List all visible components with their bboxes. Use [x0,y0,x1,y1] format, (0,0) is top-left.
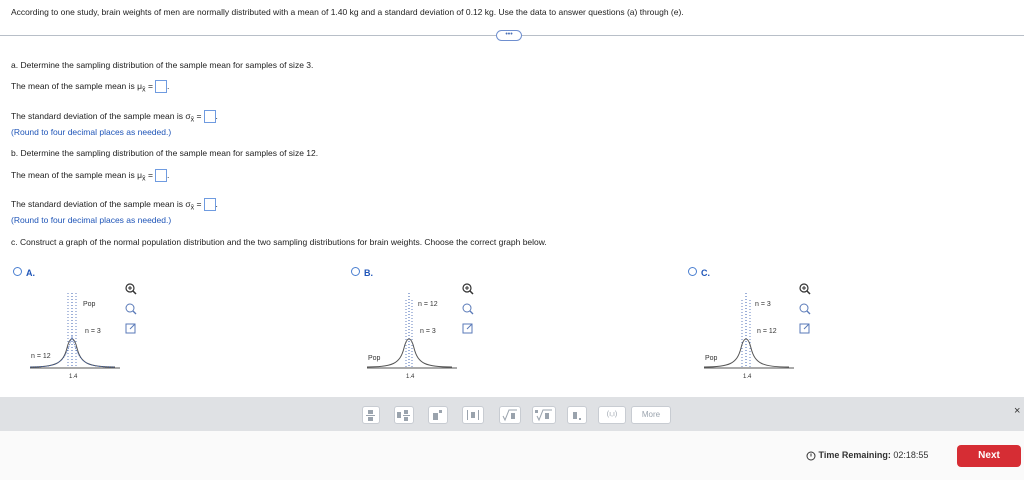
period: . [166,169,170,180]
subscript: x̄ [142,174,146,183]
option-c-letter: C. [701,268,710,278]
option-b-graph [362,288,462,383]
period: . [215,110,218,121]
option-b-letter: B. [364,268,373,278]
absolute-value-button[interactable] [462,406,484,424]
zoom-in-icon[interactable] [463,284,473,294]
label-left: Pop [368,355,381,362]
subscript: x̄ [190,115,195,124]
option-a-tools [124,282,138,347]
zoom-out-icon[interactable] [463,304,473,314]
exponent-icon [429,407,447,423]
nth-root-button[interactable] [532,406,556,424]
subscript: x̄ [142,85,146,94]
math-toolbar [0,397,1024,431]
option-c-graph [699,288,799,383]
part-a-mean [11,80,169,93]
decimal-button[interactable] [567,406,587,424]
part-b-sd-input[interactable] [204,198,216,211]
part-b-sd [11,198,218,211]
label-mid: n = 12 [757,328,777,335]
nth-root-icon [533,407,555,423]
question-intro: According to one study, brain weights of men are normally distributed with a mean of 1.40 kg and a standard deviation of 0.12 kg. Use the data to answer questions (a) through (e). [11,7,684,17]
zoom-in-icon[interactable] [800,284,810,294]
label-top: Pop [83,301,96,308]
axis-tick: 1.4 [743,374,752,380]
equals: = [147,169,153,180]
option-a-toolbar [124,282,138,342]
zoom-out-icon[interactable] [800,304,810,314]
part-b-mean-label: The mean of the sample mean is μ [11,169,143,180]
option-a-letter: A. [26,268,35,278]
option-b-tools [461,282,475,347]
label-mid: n = 3 [85,328,101,335]
absolute-value-icon [463,407,483,423]
part-b-mean-input[interactable] [155,169,170,182]
sqrt-icon [500,407,520,423]
option-c-tools [798,282,812,347]
mixed-number-button[interactable] [394,406,414,424]
option-a[interactable] [13,263,35,281]
fraction-icon [363,407,379,423]
timer-value: 02:18:55 [893,450,929,460]
equals: = [147,80,153,91]
expand-dots-button[interactable]: ••• [496,30,522,41]
part-a-mean-input[interactable] [155,80,170,93]
part-b-hint: (Round to four decimal places as needed.) [11,215,172,225]
part-a-prompt: a. Determine the sampling distribution of the sample mean for samples of size 3. [11,60,314,70]
part-b-prompt: b. Determine the sampling distribution of the sample mean for samples of size 12. [11,148,319,158]
part-a-sd-label: The standard deviation of the sample mean is σ [11,110,191,121]
zoom-out-icon[interactable] [126,304,136,314]
zoom-in-icon[interactable] [126,284,136,294]
option-c-radio[interactable] [688,267,697,276]
subscript: x̄ [190,203,195,212]
fraction-button[interactable] [362,406,380,424]
sqrt-button[interactable] [499,406,521,424]
exponent-button[interactable] [428,406,448,424]
option-a-radio[interactable] [13,267,22,276]
label-left: n = 12 [31,353,51,360]
external-link-icon[interactable] [126,324,135,333]
option-a-graph [25,288,125,383]
interval-button[interactable]: (ı,ı) [598,406,626,424]
part-c-prompt: c. Construct a graph of the normal population distribution and the two sampling distributions for brain weights. Choose the correct graph below. [11,237,547,247]
mixed-number-icon [395,407,413,423]
option-c-toolbar [798,282,812,342]
external-link-icon[interactable] [800,324,809,333]
part-a-sd [11,110,218,123]
part-a-hint: (Round to four decimal places as needed.) [11,127,172,137]
time-remaining [806,450,928,461]
timer-label: Time Remaining: [818,450,891,460]
period: . [215,198,218,209]
axis-tick: 1.4 [406,374,415,380]
part-b-mean [11,169,169,182]
equals: = [196,198,202,209]
more-button[interactable]: More [631,406,671,424]
part-b-sd-label: The standard deviation of the sample mean is σ [11,198,191,209]
part-a-mean-label: The mean of the sample mean is μ [11,80,143,91]
decimal-icon [568,407,586,423]
option-b-radio[interactable] [351,267,360,276]
next-button[interactable]: Next [957,445,1021,467]
clock-icon [806,451,816,461]
axis-tick: 1.4 [69,374,78,380]
label-left: Pop [705,355,718,362]
equals: = [196,110,202,121]
label-mid: n = 3 [420,328,436,335]
close-icon[interactable]: × [1014,405,1021,417]
external-link-icon[interactable] [463,324,472,333]
part-a-sd-input[interactable] [204,110,216,123]
period: . [166,80,170,91]
option-b-toolbar [461,282,475,342]
option-c[interactable] [688,263,710,281]
label-top: n = 12 [418,301,438,308]
option-b[interactable] [351,263,373,281]
label-top: n = 3 [755,301,771,308]
